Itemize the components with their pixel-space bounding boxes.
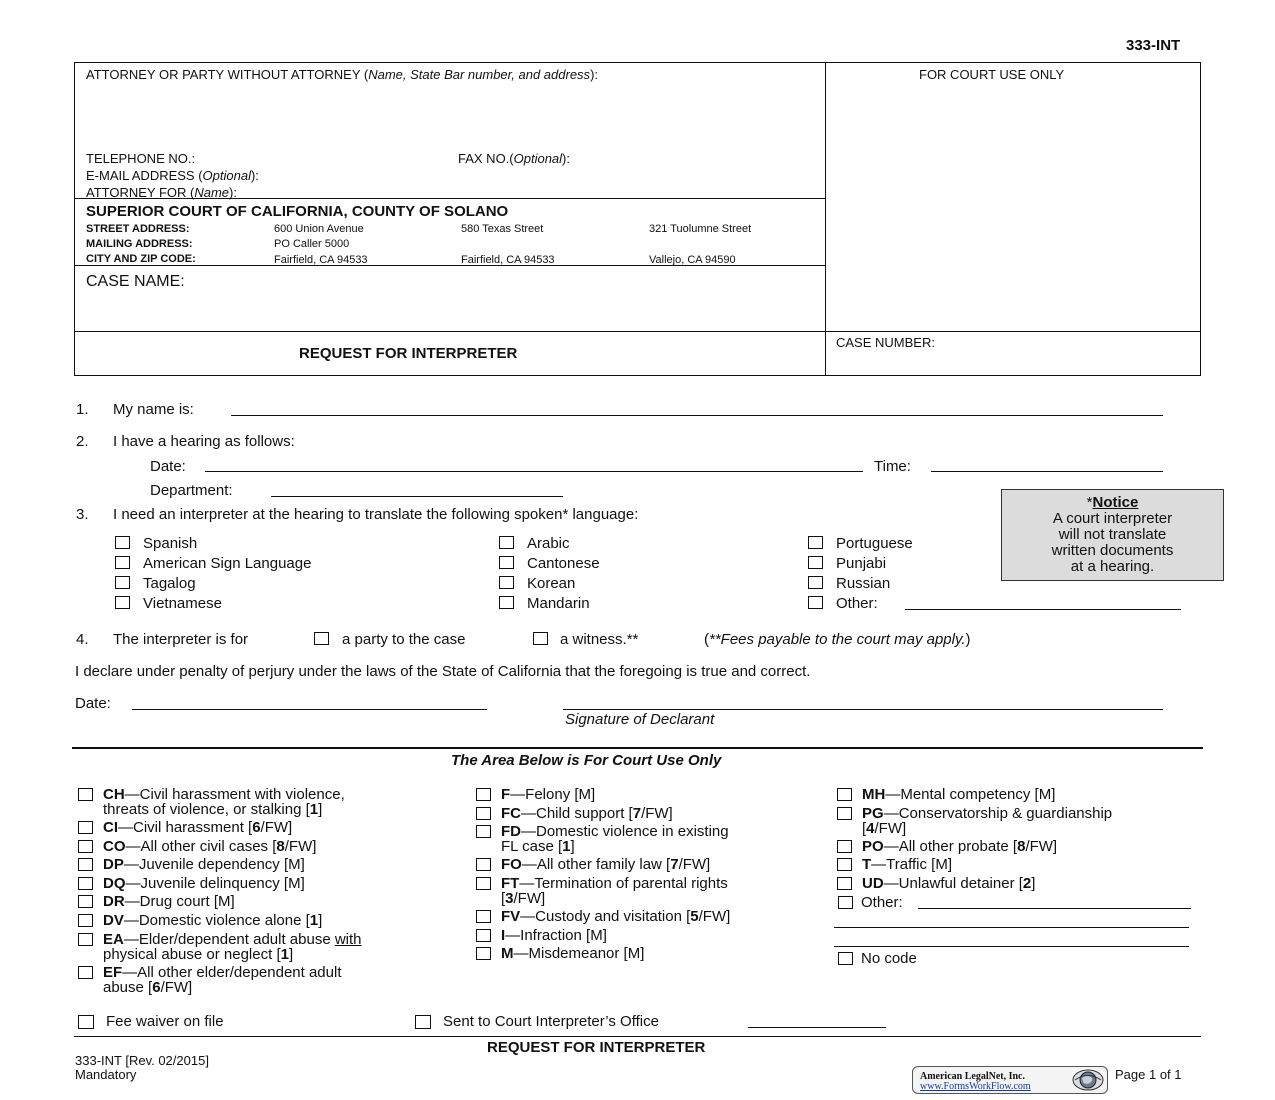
other-code-label: Other:: [861, 894, 903, 911]
punjabi-label: Punjabi: [836, 555, 887, 572]
other-code-field-3[interactable]: [834, 946, 1189, 947]
code-f-checkbox[interactable]: [476, 788, 491, 801]
item-4-number: 4.: [76, 631, 89, 648]
city-1: Fairfield, CA 94533: [274, 254, 368, 266]
logo-name: American LegalNet, Inc.: [920, 1071, 1025, 1082]
email-label: E-MAIL ADDRESS (Optional):: [86, 168, 259, 183]
code-po-checkbox[interactable]: [837, 840, 852, 853]
street-label: STREET ADDRESS:: [86, 223, 190, 235]
code-co-checkbox[interactable]: [78, 840, 93, 853]
sent-to-office-label: Sent to Court Interpreter’s Office: [443, 1013, 659, 1030]
code-ud-checkbox[interactable]: [837, 877, 852, 890]
code-dr-label: DR—Drug court [M]: [103, 893, 235, 910]
logo-url[interactable]: www.FormsWorkFlow.com: [920, 1081, 1031, 1092]
code-mh-label: MH—Mental competency [M]: [862, 786, 1056, 803]
portuguese-label: Portuguese: [836, 535, 913, 552]
asl-label: American Sign Language: [143, 555, 312, 572]
vietnamese-checkbox[interactable]: [115, 596, 130, 609]
code-ci-label: CI—Civil harassment [6/FW]: [103, 819, 293, 836]
header-divider: [825, 62, 826, 376]
attorney-label: ATTORNEY OR PARTY WITHOUT ATTORNEY (Name, State Bar number, and address):: [86, 67, 599, 82]
city-label: CITY AND ZIP CODE:: [86, 253, 196, 265]
code-fo-label: FO—All other family law [7/FW]: [501, 856, 711, 873]
asl-checkbox[interactable]: [115, 556, 130, 569]
cantonese-label: Cantonese: [527, 555, 600, 572]
footer-revision: 333-INT [Rev. 02/2015]: [75, 1053, 209, 1068]
code-fo-checkbox[interactable]: [476, 858, 491, 871]
name-field[interactable]: [231, 415, 1163, 416]
declaration-date-label: Date:: [75, 695, 111, 712]
party-label: a party to the case: [342, 631, 466, 648]
form-title: REQUEST FOR INTERPRETER: [299, 345, 518, 362]
item-1-number: 1.: [76, 401, 89, 418]
other-code-field-2[interactable]: [834, 927, 1189, 928]
punjabi-checkbox[interactable]: [808, 556, 823, 569]
name-label: My name is:: [113, 401, 194, 418]
case-number-label: CASE NUMBER:: [836, 335, 935, 350]
interpreter-for-label: The interpreter is for: [113, 631, 249, 648]
code-dp-label: DP—Juvenile dependency [M]: [103, 856, 305, 873]
hearing-time-field[interactable]: [931, 471, 1163, 472]
notice-box: [1001, 489, 1224, 581]
street-2: 580 Texas Street: [461, 223, 544, 235]
code-ch-label-line2: threats of violence, or stalking [1]: [103, 801, 323, 818]
korean-checkbox[interactable]: [499, 576, 514, 589]
code-ea-label-line2: physical abuse or neglect [1]: [103, 946, 294, 963]
fees-note: (**Fees payable to the court may apply.): [704, 631, 971, 648]
russian-label: Russian: [836, 575, 891, 592]
signature-field[interactable]: [563, 709, 1163, 710]
court-use-divider: [72, 747, 1203, 749]
court-name: SUPERIOR COURT OF CALIFORNIA, COUNTY OF SOLANO: [86, 203, 509, 220]
korean-label: Korean: [527, 575, 576, 592]
footer-divider: [74, 1036, 1201, 1037]
code-ch-label: CH—Civil harassment with violence,: [103, 786, 345, 803]
fee-waiver-checkbox[interactable]: [78, 1015, 94, 1029]
hearing-date-label: Date:: [150, 458, 186, 475]
party-checkbox[interactable]: [314, 632, 329, 645]
city-3: Vallejo, CA 94590: [649, 254, 736, 266]
declaration-text: I declare under penalty of perjury under the laws of the State of California that the foregoing is true and correct.: [75, 663, 811, 680]
mandarin-checkbox[interactable]: [499, 596, 514, 609]
declaration-date-field[interactable]: [132, 709, 487, 710]
code-ea-checkbox[interactable]: [78, 933, 93, 946]
code-dr-checkbox[interactable]: [78, 895, 93, 908]
code-pg-label-line2: [4/FW]: [862, 820, 907, 837]
other-code-checkbox[interactable]: [838, 896, 853, 909]
code-pg-label: PG—Conservatorship & guardianship: [862, 805, 1113, 822]
witness-checkbox[interactable]: [533, 632, 548, 645]
other-language-label: Other:: [836, 595, 878, 612]
mandarin-label: Mandarin: [527, 595, 590, 612]
item-2-number: 2.: [76, 433, 89, 450]
american-legalnet-logo[interactable]: [912, 1066, 1108, 1094]
code-t-label: T—Traffic [M]: [862, 856, 953, 873]
no-code-label: No code: [861, 950, 917, 967]
code-ef-label: EF—All other elder/dependent adult: [103, 964, 342, 981]
code-dp-checkbox[interactable]: [78, 858, 93, 871]
code-i-label: I—Infraction [M]: [501, 927, 607, 944]
code-ea-label: EA—Elder/dependent adult abuse with: [103, 931, 362, 948]
spanish-checkbox[interactable]: [115, 536, 130, 549]
notice-line: will not translate: [1058, 526, 1167, 543]
fee-waiver-label: Fee waiver on file: [106, 1013, 224, 1030]
code-fv-label: FV—Custody and visitation [5/FW]: [501, 908, 731, 925]
code-po-label: PO—All other probate [8/FW]: [862, 838, 1058, 855]
fax-label: FAX NO.(Optional):: [458, 151, 570, 166]
form-id: 333-INT: [1126, 37, 1181, 54]
sent-to-office-field[interactable]: [748, 1027, 886, 1028]
code-m-label: M—Misdemeanor [M]: [501, 945, 645, 962]
code-fc-checkbox[interactable]: [476, 807, 491, 820]
notice-line: at a hearing.: [1070, 558, 1155, 575]
code-ef-checkbox[interactable]: [78, 966, 93, 979]
code-ch-checkbox[interactable]: [78, 788, 93, 801]
department-field[interactable]: [271, 496, 563, 497]
court-use-title: The Area Below is For Court Use Only: [451, 752, 722, 769]
code-i-checkbox[interactable]: [476, 929, 491, 942]
no-code-checkbox[interactable]: [838, 952, 853, 965]
code-mh-checkbox[interactable]: [837, 788, 852, 801]
code-fd-checkbox[interactable]: [476, 825, 491, 838]
arabic-checkbox[interactable]: [499, 536, 514, 549]
code-ft-label: FT—Termination of parental rights: [501, 875, 728, 892]
portuguese-checkbox[interactable]: [808, 536, 823, 549]
street-3: 321 Tuolumne Street: [649, 223, 752, 235]
other-language-field[interactable]: [905, 609, 1181, 610]
case-name-label: CASE NAME:: [86, 273, 185, 290]
street-1: 600 Union Avenue: [274, 223, 364, 235]
cantonese-checkbox[interactable]: [499, 556, 514, 569]
code-fv-checkbox[interactable]: [476, 910, 491, 923]
tagalog-checkbox[interactable]: [115, 576, 130, 589]
department-label: Department:: [150, 482, 233, 499]
court-use-only-label: FOR COURT USE ONLY: [919, 67, 1065, 82]
code-m-checkbox[interactable]: [476, 947, 491, 960]
signature-label: Signature of Declarant: [565, 711, 715, 728]
vietnamese-label: Vietnamese: [143, 595, 222, 612]
code-ft-label-line2: [3/FW]: [501, 890, 546, 907]
code-f-label: F—Felony [M]: [501, 786, 596, 803]
code-ud-label: UD—Unlawful detainer [2]: [862, 875, 1036, 892]
attorney-for-label: ATTORNEY FOR (Name):: [86, 185, 237, 200]
code-fd-label: FD—Domestic violence in existing: [501, 823, 729, 840]
language-label: I need an interpreter at the hearing to translate the following spoken* language:: [113, 506, 639, 523]
footer-title: REQUEST FOR INTERPRETER: [487, 1039, 706, 1056]
code-dq-checkbox[interactable]: [78, 877, 93, 890]
globe-icon: [1071, 1069, 1105, 1091]
code-t-checkbox[interactable]: [837, 858, 852, 871]
code-ef-label-line2: abuse [6/FW]: [103, 979, 193, 996]
notice-title: Notice: [1092, 494, 1139, 511]
notice-star: *: [1086, 494, 1093, 511]
code-ft-checkbox[interactable]: [476, 877, 491, 890]
code-fd-label-line2: FL case [1]: [501, 838, 575, 855]
arabic-label: Arabic: [527, 535, 570, 552]
tagalog-label: Tagalog: [143, 575, 196, 592]
sent-to-office-checkbox[interactable]: [415, 1015, 431, 1029]
code-co-label: CO—All other civil cases [8/FW]: [103, 838, 317, 855]
item-3-number: 3.: [76, 506, 89, 523]
hearing-label: I have a hearing as follows:: [113, 433, 295, 450]
code-dq-label: DQ—Juvenile delinquency [M]: [103, 875, 305, 892]
other-code-field-1[interactable]: [918, 908, 1191, 909]
other-language-checkbox[interactable]: [808, 596, 823, 609]
hearing-date-field[interactable]: [205, 471, 863, 472]
telephone-label: TELEPHONE NO.:: [86, 151, 196, 166]
code-dv-checkbox[interactable]: [78, 914, 93, 927]
footer-mandatory: Mandatory: [75, 1067, 137, 1082]
code-dv-label: DV—Domestic violence alone [1]: [103, 912, 323, 929]
code-fc-label: FC—Child support [7/FW]: [501, 805, 673, 822]
notice-line: written documents: [1051, 542, 1174, 559]
mailing-1: PO Caller 5000: [274, 238, 350, 250]
witness-label: a witness.**: [560, 631, 639, 648]
hearing-time-label: Time:: [874, 458, 911, 475]
code-pg-checkbox[interactable]: [837, 807, 852, 820]
spanish-label: Spanish: [143, 535, 198, 552]
city-2: Fairfield, CA 94533: [461, 254, 555, 266]
russian-checkbox[interactable]: [808, 576, 823, 589]
notice-line: A court interpreter: [1052, 510, 1173, 527]
page-number: Page 1 of 1: [1115, 1067, 1182, 1082]
code-ci-checkbox[interactable]: [78, 821, 93, 834]
mailing-label: MAILING ADDRESS:: [86, 238, 193, 250]
